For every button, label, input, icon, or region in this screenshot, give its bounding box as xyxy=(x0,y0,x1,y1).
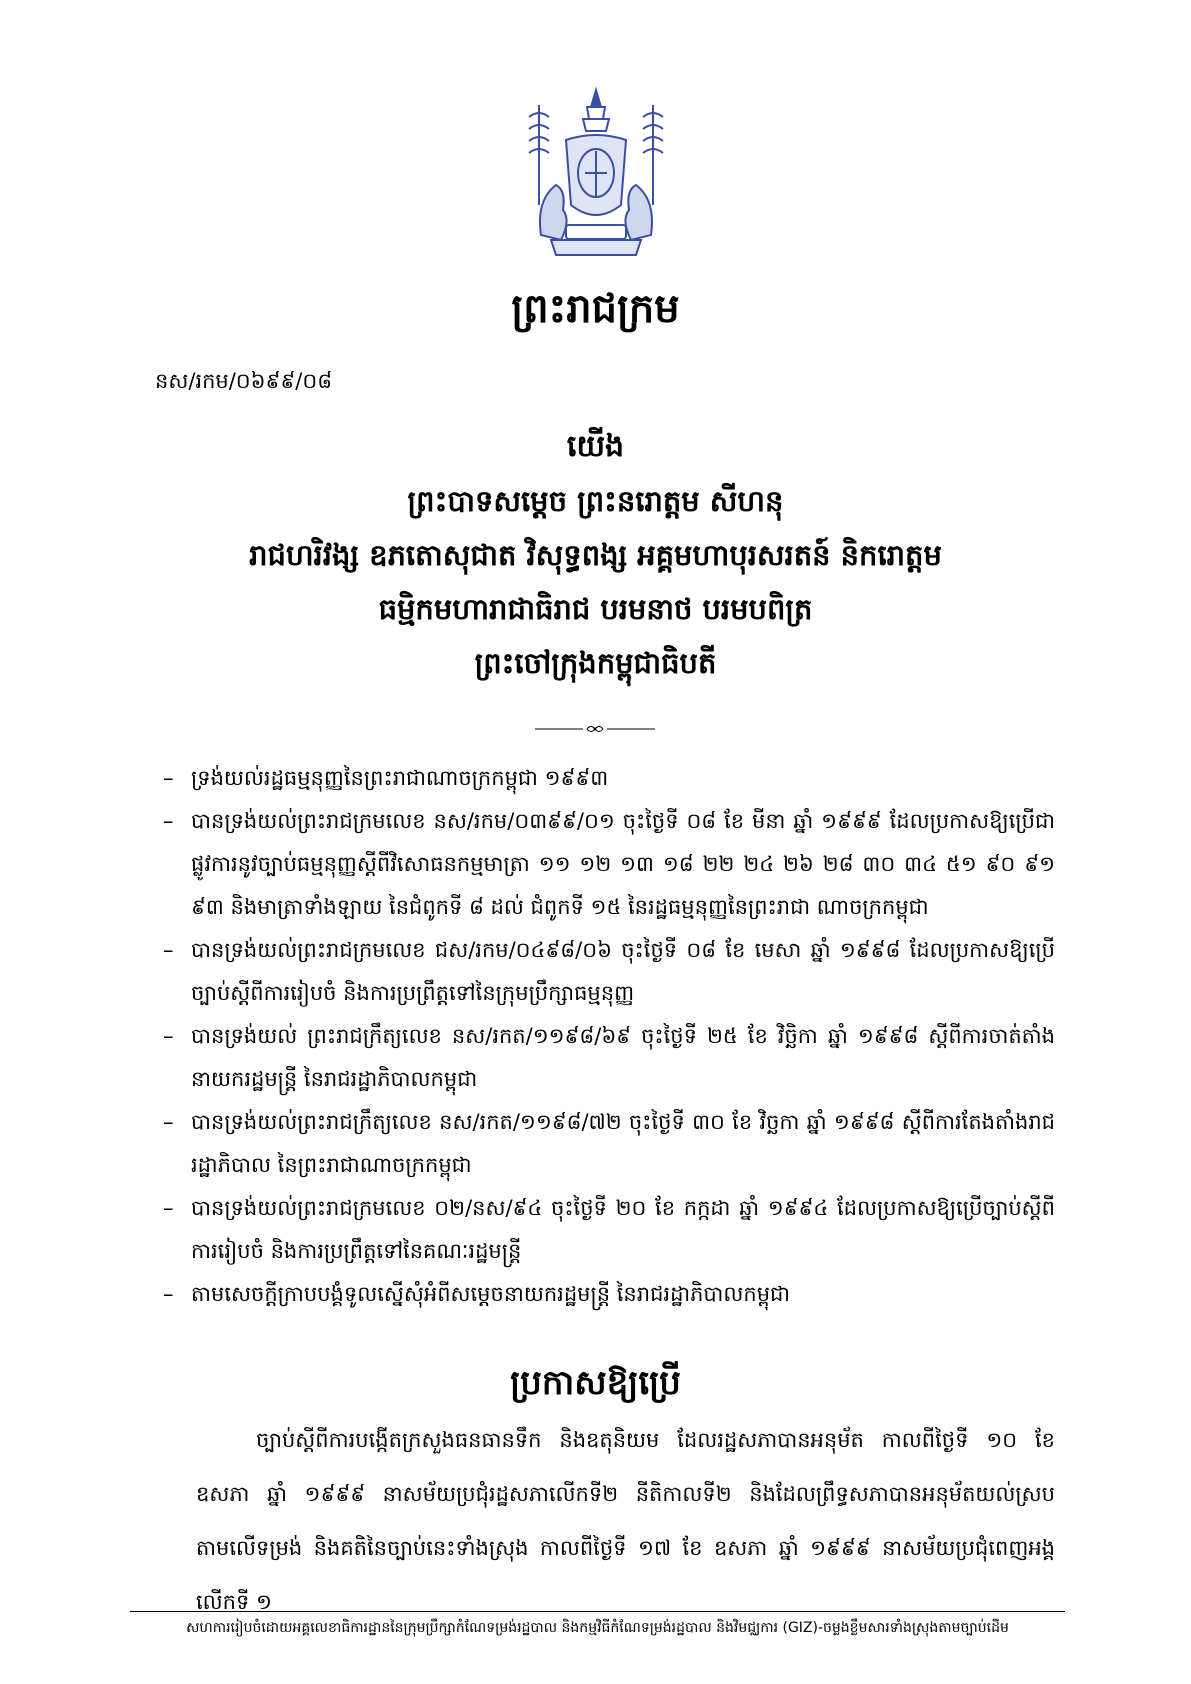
royal-title-line: ព្រះបាទសម្តេច ព្រះនរោត្តម សីហនុ xyxy=(407,484,784,518)
preamble-clause-list xyxy=(155,757,1055,1316)
section-heading: ប្រកាសឱ្យប្រើ xyxy=(510,1363,681,1403)
preamble-clause xyxy=(155,1101,1055,1187)
royal-title-line: ធម្មិកមហារាជាធិរាជ បរមនាថ បរមបពិត្រ xyxy=(378,592,813,626)
footer-note: សហការរៀបចំដោយអគ្គលេខាធិការដ្ឋាននៃក្រុមប្រឹក្សាកំណែទម្រង់រដ្ឋបាល និងកម្មវិធីកំណែទម្រង់រដ្ឋបាល និងវិមជ្ឈការ (GIZ)-ចម្លងខ្លឹមសារទាំងស្រុងតាមច្បាប់ដើម xyxy=(186,1620,1009,1636)
clause-text: បានទ្រង់យល់ព្រះរាជក្រមលេខ នស/រកម/០៣៩៩/០១ ចុះថ្ងៃទី ០៨ ខែ មីនា ឆ្នាំ ១៩៩៩ ដែលប្រកាសឱ្យប្រើជាផ្លូវការនូវច្បាប់ធម្មនុញ្ញស្តីពីវិសោធនកម្មមាត្រា ១១ ១២ ១៣ ១៨ ២២ ២៤ ២៦ ២៨ ៣០ ៣៤ ៥១ ៩០ ៩១ ៩៣ និងមាត្រាទាំងឡាយ នៃជំពូកទី ៨ ដល់ ជំពូកទី ១៥ នៃរដ្ឋធម្មនុញ្ញនៃព្រះរាជា ណាចក្រកម្ពុជា xyxy=(191,809,1055,919)
clause-text: បានទ្រង់យល់ ព្រះរាជក្រឹត្យលេខ នស/រកត/១១៩៨/៦៩ ចុះថ្ងៃទី ២៥ ខែ វិច្ឆិកា ឆ្នាំ ១៩៩៨ ស្តីពីការចាត់តាំងនាយករដ្ឋមន្ត្រី នៃរាជរដ្ឋាភិបាលកម្ពុជា xyxy=(191,1024,1055,1091)
clause-text: បានទ្រង់យល់ព្រះរាជក្រឹត្យលេខ នស/រកត/១១៩៨/៧២ ចុះថ្ងៃទី ៣០ ខែ វិច្ឆកា ឆ្នាំ ១៩៩៨ ស្តីពីការតែងតាំងរាជរដ្ឋាភិបាល នៃព្រះរាជាណាចក្រកម្ពុជា xyxy=(191,1110,1055,1177)
preamble-clause xyxy=(155,800,1055,929)
body-paragraph: ច្បាប់ស្តីពីការបង្កើតក្រសួងធនធានទឹក និងឧតុនិយម ដែលរដ្ឋសភាបានអនុម័ត កាលពីថ្ងៃទី ១០ ខែ ឧសភា ឆ្នាំ ១៩៩៩ នាសម័យប្រជុំរដ្ឋសភាលើកទី២ នីតិកាលទី២ និងដែលព្រឹទ្ធសភាបានអនុម័តយល់ស្របតាមលើទម្រង់ និងគតិនៃច្បាប់នេះទាំងស្រុង កាលពីថ្ងៃទី ១៧ ខែ ឧសភា ឆ្នាំ ១៩៩៩ នាសម័យប្រជុំពេញអង្គលើកទី ១ xyxy=(196,1428,1055,1614)
bullet-dash: – xyxy=(163,938,174,962)
preamble-clause xyxy=(155,1273,1055,1316)
bullet-dash: – xyxy=(163,1196,174,1220)
clause-text: បានទ្រង់យល់ព្រះរាជក្រមលេខ ជស/រកម/០៤៩៨/០៦ ចុះថ្ងៃទី ០៨ ខែ មេសា ឆ្នាំ ១៩៩៨ ដែលប្រកាសឱ្យប្រើច្បាប់ស្តីពីការរៀបចំ និងការប្រព្រឹត្តទៅនៃក្រុមប្រឹក្សាធម្មនុញ្ញ xyxy=(191,938,1055,1005)
royal-title-line: ព្រះចៅក្រុងកម្ពុជាធិបតី xyxy=(474,646,717,680)
bullet-dash: – xyxy=(163,809,174,833)
bullet-dash: – xyxy=(163,1110,174,1134)
royal-title-block xyxy=(0,420,1191,690)
clause-text: តាមសេចក្តីក្រាបបង្គំទូលស្នើសុំអំពីសម្តេចនាយករដ្ឋមន្ត្រី នៃរាជរដ្ឋាភិបាលកម្ពុជា xyxy=(191,1282,791,1306)
bullet-dash: – xyxy=(163,1024,174,1048)
preamble-clause xyxy=(155,1187,1055,1273)
clause-text: ទ្រង់យល់រដ្ឋធម្មនុញ្ញនៃព្រះរាជាណាចក្រកម្ពុជា ១៩៩៣ xyxy=(191,766,609,790)
preamble-clause xyxy=(155,929,1055,1015)
ornament-divider-icon xyxy=(535,723,655,735)
document-title: ព្រះរាជក្រម xyxy=(511,286,680,332)
royal-title-line: យើង xyxy=(566,429,625,464)
reference-number: នស/រកម/០៦៩៩/០៨ xyxy=(155,369,333,393)
royal-title-line: រាជហរិវង្ស ឧភតោសុជាត វិសុទ្ធពង្ស អគ្គមហាបុរសរតន៍ និករោត្តម xyxy=(249,538,942,572)
royal-emblem-icon xyxy=(521,85,671,260)
bullet-dash: – xyxy=(163,766,174,790)
bullet-dash: – xyxy=(163,1282,174,1306)
preamble-clause xyxy=(155,757,1055,800)
clause-text: បានទ្រង់យល់ព្រះរាជក្រមលេខ ០២/នស/៩៤ ចុះថ្ងៃទី ២០ ខែ កក្កដា ឆ្នាំ ១៩៩៤ ដែលប្រកាសឱ្យប្រើច្បាប់ស្តីពីការរៀបចំ និងការប្រព្រឹត្តទៅនៃគណៈរដ្ឋមន្ត្រី xyxy=(191,1196,1055,1263)
preamble-clause xyxy=(155,1015,1055,1101)
footer-divider xyxy=(130,1611,1065,1612)
